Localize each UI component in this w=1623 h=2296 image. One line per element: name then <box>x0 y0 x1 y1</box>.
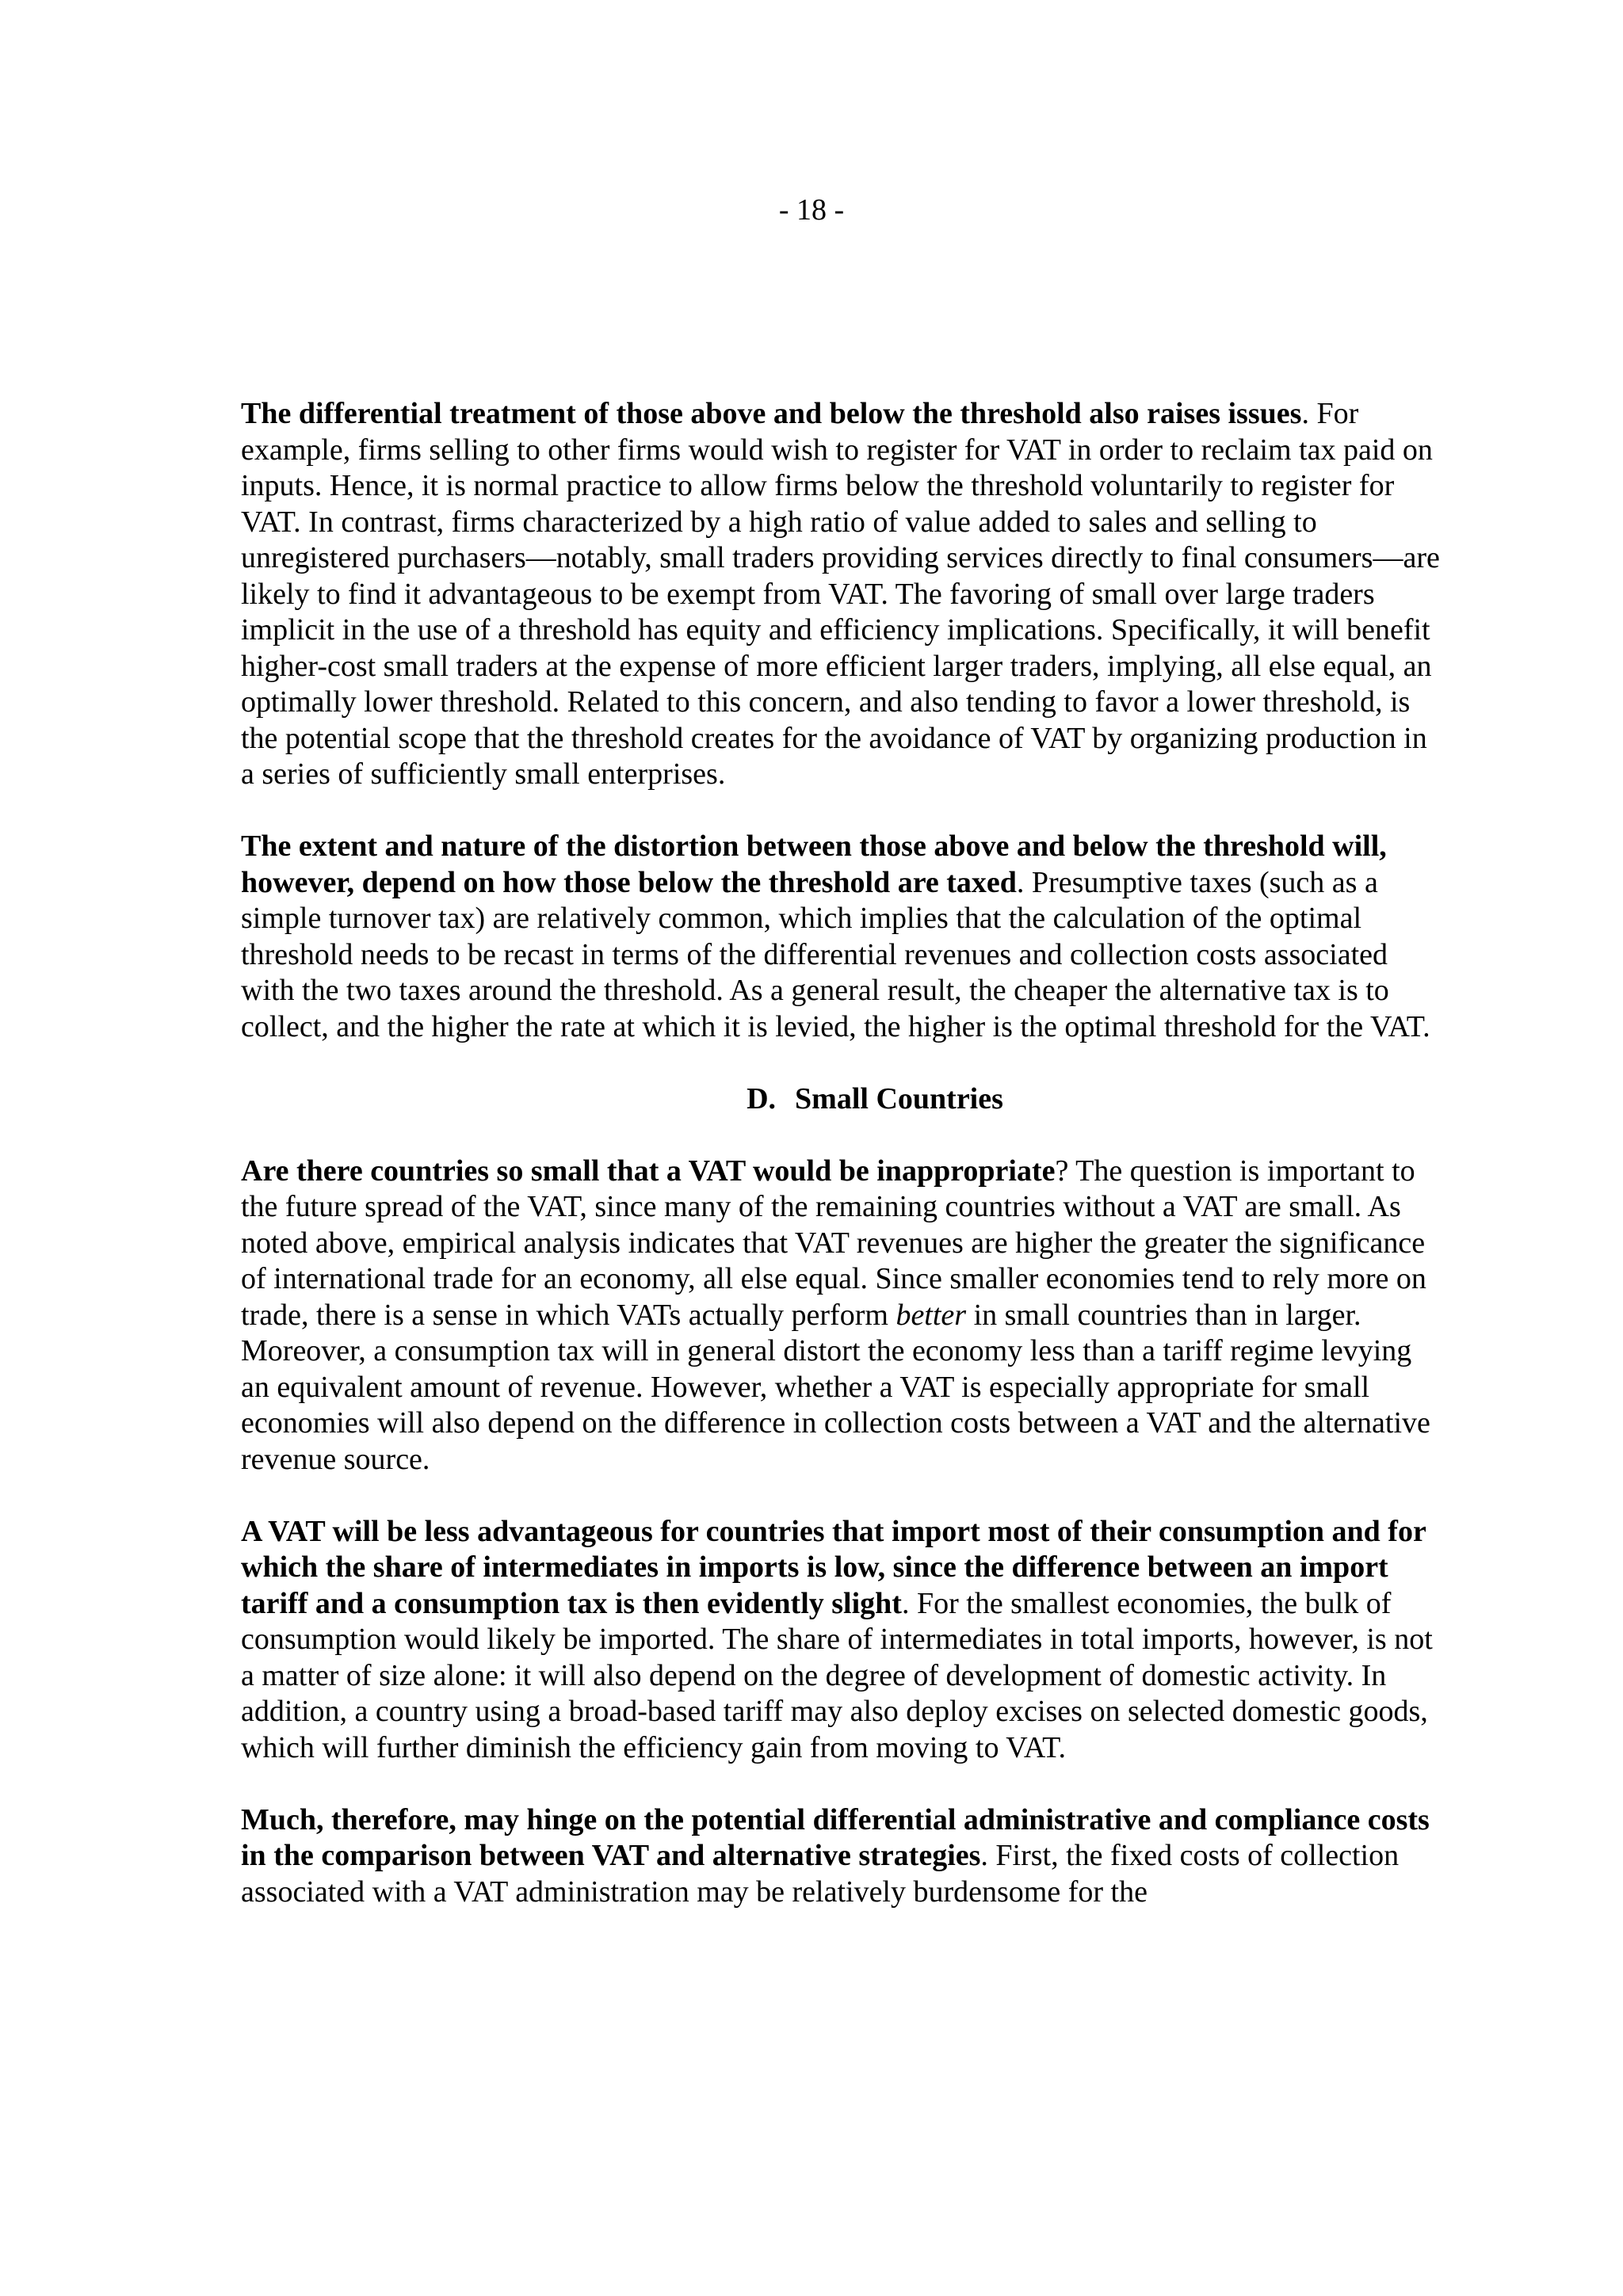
section-letter: D. <box>747 1081 777 1116</box>
paragraph-text: . For the smallest economies, the bulk of consumption would likely be imported. The share of intermediates in total imports, however, is not a matter of size alone: it will also depend on the degree of development of domestic activity. In addition, a country using a broad-based tariff may also deploy excises on selected domestic goods, which will further diminish the efficiency gain from moving to VAT. <box>241 1586 1433 1764</box>
document-body <box>241 396 1445 1947</box>
section-title: Small Countries <box>795 1081 1003 1116</box>
paragraph-lead-bold: The extent and nature of the distortion between those above and below the threshold will, however, depend on how those below the threshold are taxed <box>241 830 1387 899</box>
paragraph-threshold-treatment <box>241 396 1445 793</box>
paragraph-text-continued: in small countries than in larger. Moreover, a consumption tax will in general distort the economy less than a tariff regime levying an equivalent amount of revenue. However, whether a VAT is especially appropriate for small economies will also depend on the difference in collection costs between a VAT and the alternative revenue source. <box>241 1298 1430 1476</box>
paragraph-vat-advantage <box>241 1514 1445 1767</box>
paragraph-text: . For example, firms selling to other firms would wish to register for VAT in order to reclaim tax paid on inputs. Hence, it is normal practice to allow firms below the threshold voluntarily to register for VAT. In contrast, firms characterized by a high ratio of value added to sales and selling to unregistered purchasers—notably, small traders providing services directly to final consumers—are likely to find it advantageous to be exempt from VAT. The favoring of small over large traders implicit in the use of a threshold has equity and efficiency implications. Specifically, it will benefit higher-cost small traders at the expense of more efficient larger traders, implying, all else equal, an optimally lower threshold. Related to this concern, and also tending to favor a lower threshold, is the potential scope that the threshold creates for the avoidance of VAT by organizing production in a series of sufficiently small enterprises. <box>241 397 1440 791</box>
paragraph-lead-bold: A VAT will be less advantageous for countries that import most of their consumption and for which the share of intermediates in imports is low, since the difference between an import tariff and a consumption tax is then evidently slight <box>241 1514 1426 1620</box>
paragraph-distortion-extent <box>241 829 1445 1045</box>
paragraph-lead-bold: Much, therefore, may hinge on the potential differential administrative and compliance costs in the comparison between VAT and alternative strategies <box>241 1802 1430 1872</box>
emphasis-italic: better <box>896 1298 967 1332</box>
paragraph-lead-bold: Are there countries so small that a VAT would be inappropriate <box>241 1154 1056 1188</box>
page-number: - 18 - <box>778 193 845 227</box>
paragraph-text: . First, the fixed costs of collection associated with a VAT administration may be relatively burdensome for the <box>241 1839 1400 1909</box>
section-heading <box>241 1081 1445 1118</box>
paragraph-small-countries <box>241 1154 1445 1478</box>
paragraph-text: ? The question is important to the future spread of the VAT, since many of the remaining countries without a VAT are small. As noted above, empirical analysis indicates that VAT revenues are higher the greater the significance of international trade for an economy, all else equal. Since smaller economies tend to rely more on trade, there is a sense in which VATs actually perform <box>241 1154 1426 1332</box>
paragraph-admin-costs <box>241 1802 1445 1911</box>
paragraph-text: . Presumptive taxes (such as a simple turnover tax) are relatively common, which implies that the calculation of the optimal threshold needs to be recast in terms of the differential revenues and collection costs associated with the two taxes around the threshold. As a general result, the cheaper the alternative tax is to collect, and the higher the rate at which it is levied, the higher is the optimal threshold for the VAT. <box>241 865 1430 1043</box>
paragraph-lead-bold: The differential treatment of those above and below the threshold also raises issues <box>241 397 1302 430</box>
